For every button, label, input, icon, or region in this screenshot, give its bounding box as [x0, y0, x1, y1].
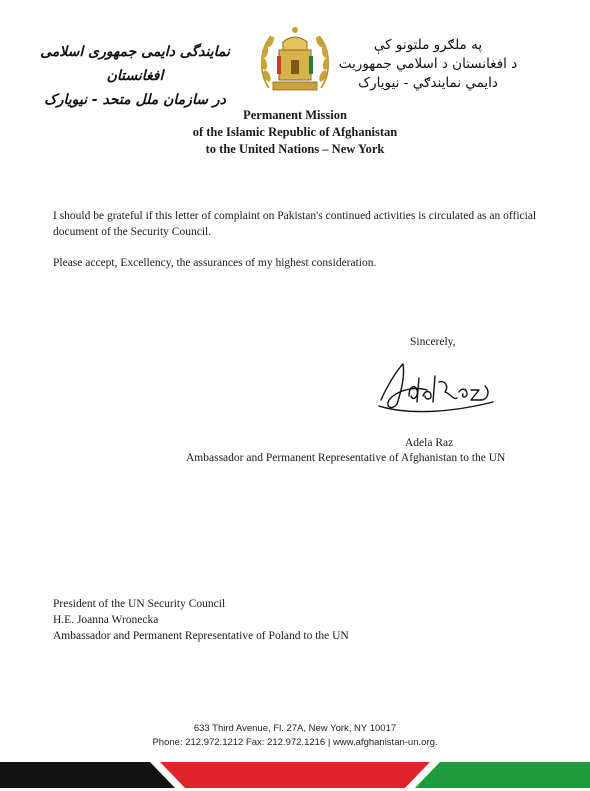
body-paragraph-1: I should be grateful if this letter of complaint on Pakistan's continued activities is circulated as an official document of the Security Council. [53, 210, 537, 238]
salutation: Sincerely, [410, 336, 456, 348]
flag-black-band [0, 762, 175, 788]
footer-address: 633 Third Avenue, Fl. 27A, New York, NY 10017 [193, 723, 397, 734]
persian-header-line1: نمایندگی دایمی جمهوری اسلامی افغانستان [40, 44, 230, 84]
mission-title-line1: Permanent Mission [243, 108, 347, 122]
handwritten-signature-icon [375, 356, 500, 416]
addressee-line1: President of the UN Security Council [53, 598, 226, 610]
addressee-line3: Ambassador and Permanent Representative of Poland to the UN [53, 630, 349, 642]
pashto-header-line3: دايمي نمايندګي - نيويارک [358, 75, 498, 91]
mission-title-line2: of the Islamic Republic of Afghanistan [192, 125, 398, 139]
persian-header [40, 40, 230, 112]
signer-name: Adela Raz [405, 437, 454, 449]
flag-red-band [160, 762, 430, 788]
afghanistan-emblem-icon [255, 22, 335, 102]
addressee-block [53, 596, 349, 644]
persian-header-line2: در سازمان ملل متحد - نیویارک [44, 92, 226, 108]
body-paragraph-2: Please accept, Excellency, the assurances of my highest consideration. [53, 257, 377, 269]
pashto-header [328, 36, 528, 93]
addressee-line2: H.E. Joanna Wronecka [53, 614, 159, 626]
mission-title-line3: to the United Nations – New York [205, 142, 385, 156]
flag-green-band [415, 762, 590, 788]
footer-contact: Phone: 212.972.1212 Fax: 212.972.1216 | www.afghanistan-un.org. [152, 737, 438, 748]
flag-color-bar [0, 752, 590, 788]
mission-title [0, 107, 590, 158]
pashto-header-line2: د افغانستان د اسلامي جمهوریت [338, 56, 518, 72]
pashto-header-line1: په ملګرو ملتونو کې [373, 37, 483, 53]
footer-address-block [0, 722, 590, 750]
signer-title: Ambassador and Permanent Representative of Afghanistan to the UN [186, 452, 506, 464]
